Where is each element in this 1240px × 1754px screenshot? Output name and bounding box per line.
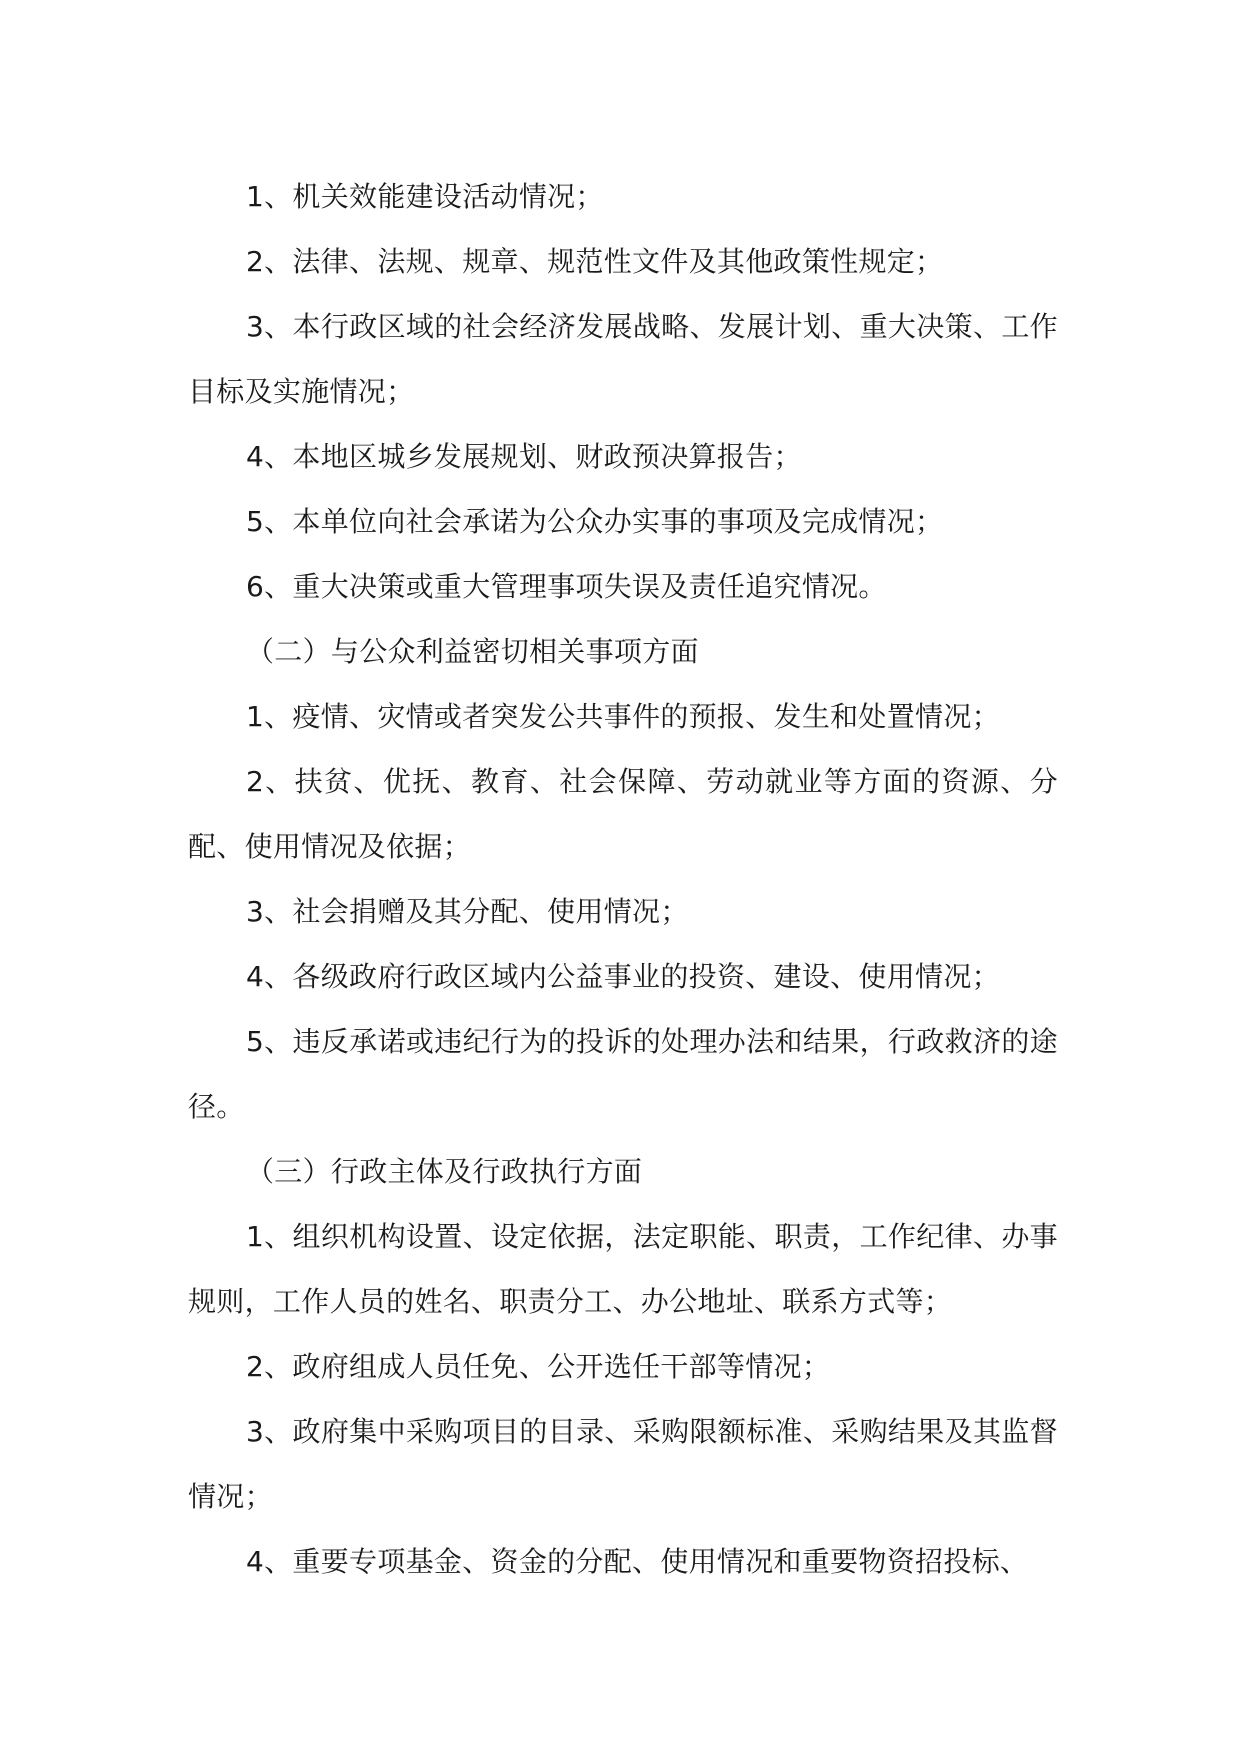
list-item: 5、违反承诺或违纪行为的投诉的处理办法和结果，行政救济的途径。 [188, 1025, 1058, 1123]
list-item: 3、本行政区域的社会经济发展战略、发展计划、重大决策、工作目标及实施情况； [188, 310, 1058, 408]
list-item: 6、重大决策或重大管理事项失误及责任追究情况。 [246, 570, 887, 603]
list-item: 1、机关效能建设活动情况； [246, 180, 604, 213]
list-item: 2、扶贫、优抚、教育、社会保障、劳动就业等方面的资源、分配、使用情况及依据； [188, 765, 1058, 863]
list-item: 3、社会捐赠及其分配、使用情况； [246, 895, 689, 928]
list-item: 5、本单位向社会承诺为公众办实事的事项及完成情况； [246, 505, 944, 538]
list-item: 1、疫情、灾情或者突发公共事件的预报、发生和处置情况； [246, 700, 1000, 733]
list-item: 1、组织机构设置、设定依据，法定职能、职责，工作纪律、办事规则，工作人员的姓名、职责分工、办公地址、联系方式等； [188, 1220, 1058, 1318]
document-body [188, 164, 1058, 1594]
list-item: 2、政府组成人员任免、公开选任干部等情况； [246, 1350, 831, 1383]
list-item: 2、法律、法规、规章、规范性文件及其他政策性规定； [246, 245, 944, 278]
section-heading: （二）与公众利益密切相关事项方面 [246, 635, 699, 668]
list-item: 4、本地区城乡发展规划、财政预决算报告； [246, 440, 802, 473]
list-item: 4、各级政府行政区域内公益事业的投资、建设、使用情况； [246, 960, 1000, 993]
section-heading: （三）行政主体及行政执行方面 [246, 1155, 643, 1188]
list-item: 3、政府集中采购项目的目录、采购限额标准、采购结果及其监督情况； [188, 1415, 1058, 1513]
list-item: 4、重要专项基金、资金的分配、使用情况和重要物资招投标、 [246, 1545, 1029, 1578]
